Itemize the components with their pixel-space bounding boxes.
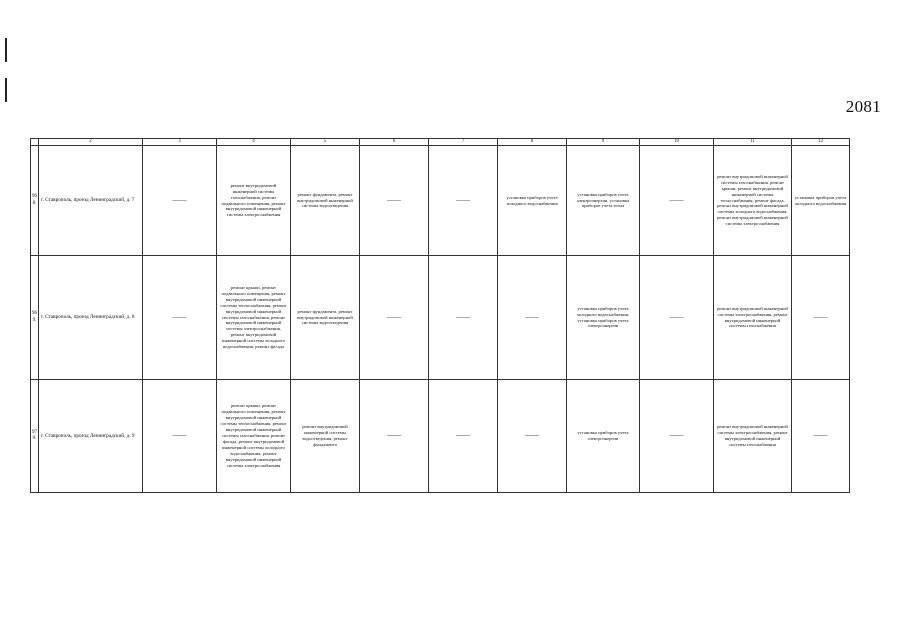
address-cell: г. Ставрополь, проезд Ленинградский, д. 8 (39, 256, 143, 380)
column-header: 10 (640, 139, 714, 146)
table-row (31, 146, 850, 256)
binding-mark-top (5, 38, 7, 62)
table-row (31, 380, 850, 493)
table-cell: —— (429, 146, 498, 256)
column-header: 2 (39, 139, 143, 146)
table-cell: —— (429, 256, 498, 380)
table-cell: —— (360, 380, 429, 493)
works-table (30, 138, 850, 493)
table-cell: —— (640, 256, 714, 380)
column-header: 12 (792, 139, 850, 146)
table-cell: —— (792, 256, 850, 380)
table-cell: ремонт фундамента, ремонт внутридомовой инженерной системы водоотведения (291, 146, 360, 256)
table-cell: —— (360, 146, 429, 256)
table-cell: —— (429, 380, 498, 493)
page-number: 2081 (845, 97, 881, 116)
address-cell: г. Ставрополь, проезд Ленинградский, д. 7 (39, 146, 143, 256)
table-cell: —— (360, 256, 429, 380)
row-number: 969. (31, 256, 39, 380)
table-cell: установка приборов учета холодного водоснабжения (792, 146, 850, 256)
table-cell: ремонт фундамента, ремонт внутридомовой инженерной системы водоотведения (291, 256, 360, 380)
column-header (31, 139, 39, 146)
table-cell: ремонт крыши, ремонт подвального помещения, ремонт внутридомовой инженерной системы теплоснабжения, ремонт внутридомовой инженерной системы газоснабжения, ремонт фасада, ремонт внутридомовой инженерной системы холодного водоснабжения, ремонт внутридомовой инженерной системы электроснабжения (217, 380, 291, 493)
table-cell: установка приборов учета холодного водоснабжения (498, 146, 567, 256)
column-header: 6 (360, 139, 429, 146)
column-header: 9 (567, 139, 640, 146)
table-cell: ремонт внутридомовой инженерной системы газоснабжения, ремонт подвального помещения, ремонт внутридомовой инженерной системы электроснабжения (217, 146, 291, 256)
column-header: 5 (291, 139, 360, 146)
table-cell: установка приборов учета холодного водоснабжения, установка приборов учета электроэнергии (567, 256, 640, 380)
row-number: 968. (31, 146, 39, 256)
table-cell: —— (640, 146, 714, 256)
column-header: 4 (217, 139, 291, 146)
table-cell: установка приборов учета электроэнергии, установка приборов учета тепла (567, 146, 640, 256)
column-header: 11 (714, 139, 792, 146)
table-cell: ремонт внутридомовой инженерной системы газоснабжения, ремонт крыши, ремонт внутридомовой инженерной системы теплоснабжения, ремонт фасада, ремонт внутридомовой инженерной системы холодного водоснабжения, ремонт внутридомовой инженерной системы электроснабжения (714, 146, 792, 256)
table-cell: —— (498, 256, 567, 380)
table-cell: установка приборов учета электроэнергии (567, 380, 640, 493)
table-cell: ремонт внутридомовой инженерной системы водоотведения, ремонт фундамента (291, 380, 360, 493)
row-number: 970. (31, 380, 39, 493)
table-cell: —— (640, 380, 714, 493)
column-header: 7 (429, 139, 498, 146)
binding-mark-bottom (5, 78, 7, 102)
table-cell: —— (143, 256, 217, 380)
table-cell: —— (143, 146, 217, 256)
table-row (31, 256, 850, 380)
header-row (31, 139, 850, 146)
table-cell: —— (143, 380, 217, 493)
address-cell: г. Ставрополь, проезд Ленинградский, д. 9 (39, 380, 143, 493)
column-header: 3 (143, 139, 217, 146)
table-cell: —— (498, 380, 567, 493)
table-cell: —— (792, 380, 850, 493)
table-cell: ремонт крыши, ремонт подвального помещения, ремонт внутридомовой инженерной системы теплоснабжения, ремонт внутридомовой инженерной системы газоснабжения, ремонт внутридомовой инженерной системы электроснабжения, ремонт внутридомовой инженерной системы холодного водоснабжения, ремонт фасада (217, 256, 291, 380)
table-cell: ремонт внутридомовой инженерной системы электроснабжения, ремонт внутридомовой инженерной системы газоснабжения (714, 256, 792, 380)
column-header: 8 (498, 139, 567, 146)
table-cell: ремонт внутридомовой инженерной системы электроснабжения, ремонт внутридомовой инженерной системы газоснабжения (714, 380, 792, 493)
